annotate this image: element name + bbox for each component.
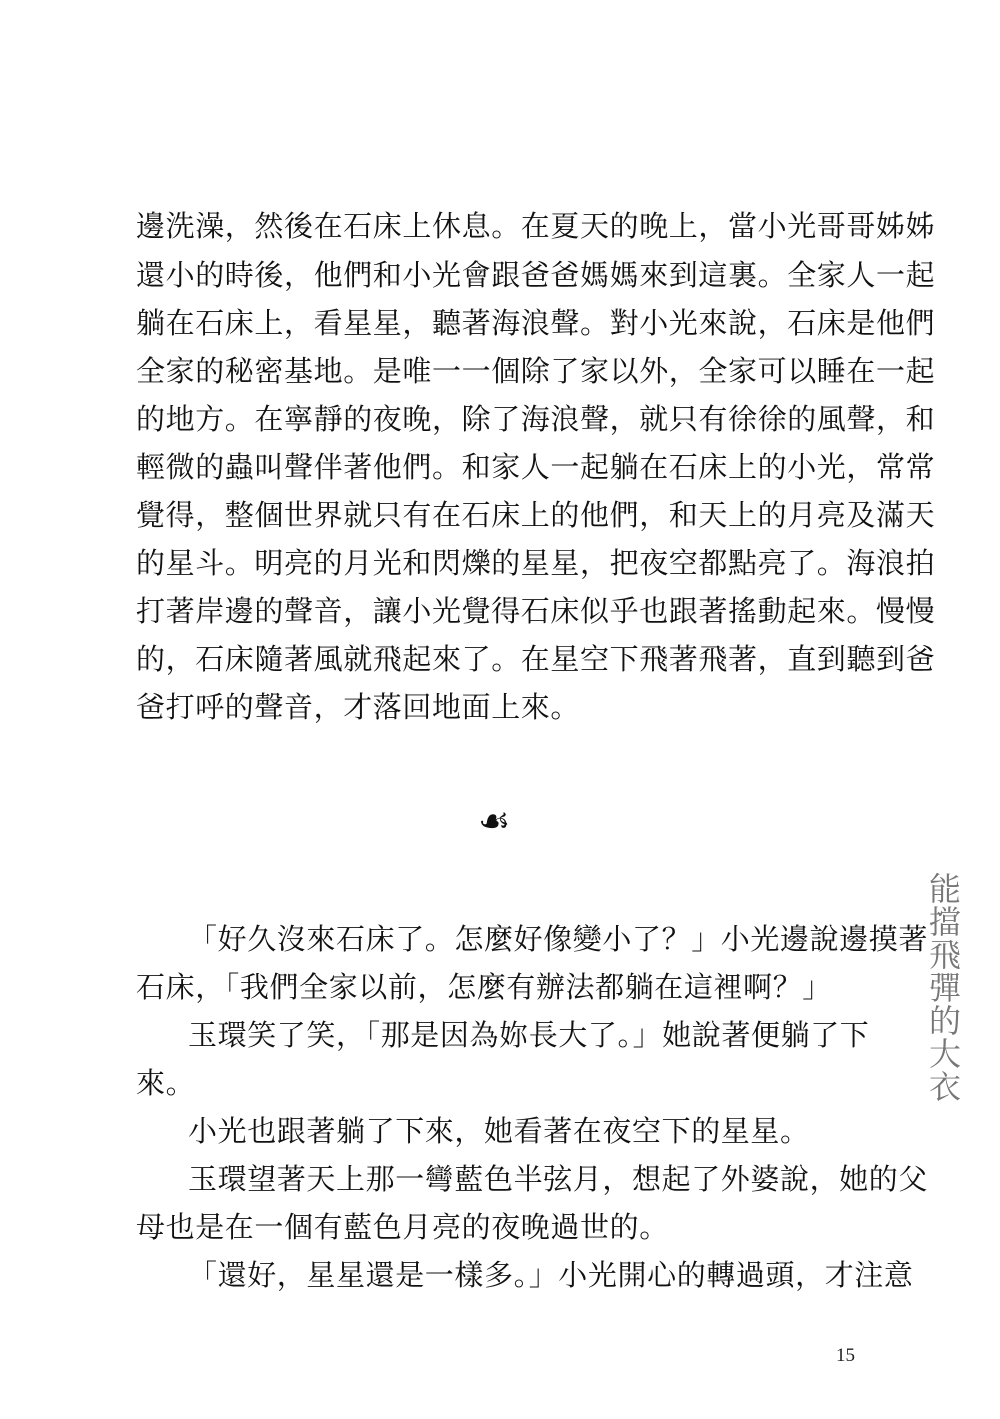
text-line: 小光也跟著躺了下來，她看著在夜空下的星星。: [188, 1114, 810, 1148]
text-line: 的星斗。明亮的月光和閃爍的星星，把夜空都點亮了。海浪拍: [136, 546, 936, 580]
text-line: 的地方。在寧靜的夜晚，除了海浪聲，就只有徐徐的風聲，和: [136, 402, 936, 436]
text-line: 覺得，整個世界就只有在石床上的他們，和天上的月亮及滿天: [136, 498, 936, 532]
text-line: 來。: [136, 1066, 196, 1100]
text-line: 還小的時後，他們和小光會跟爸爸媽媽來到這裏。全家人一起: [136, 258, 936, 292]
text-line: 躺在石床上，看星星，聽著海浪聲。對小光來說，石床是他們: [136, 306, 936, 340]
text-line: 爸打呼的聲音，才落回地面上來。: [136, 690, 581, 724]
book-title-vertical: 能擋飛彈的大衣: [924, 872, 962, 1103]
text-line: 玉環笑了笑，「那是因為妳長大了。」她說著便躺了下: [188, 1018, 870, 1052]
text-line: 的，石床隨著風就飛起來了。在星空下飛著飛著，直到聽到爸: [136, 642, 936, 676]
text-line: 全家的秘密基地。是唯一一個除了家以外，全家可以睡在一起: [136, 354, 936, 388]
text-line: 母也是在一個有藍色月亮的夜晚過世的。: [136, 1210, 669, 1244]
text-line: 輕微的蟲叫聲伴著他們。和家人一起躺在石床上的小光，常常: [136, 450, 936, 484]
text-line: 玉環望著天上那一彎藍色半弦月，想起了外婆說，她的父: [188, 1162, 929, 1196]
text-line: 「還好，星星還是一樣多。」小光開心的轉過頭，才注意: [188, 1258, 914, 1292]
text-line: 「好久沒來石床了。怎麼好像變小了？」小光邊說邊摸著: [188, 922, 929, 956]
page-number: 15: [836, 1345, 855, 1366]
section-separator-ornament: ☙: [478, 801, 511, 842]
text-line: 邊洗澡，然後在石床上休息。在夏天的晚上，當小光哥哥姊姊: [136, 209, 936, 243]
text-line: 石床，「我們全家以前，怎麼有辦法都躺在這裡啊？」: [136, 970, 832, 1004]
text-line: 打著岸邊的聲音，讓小光覺得石床似乎也跟著搖動起來。慢慢: [136, 594, 936, 628]
